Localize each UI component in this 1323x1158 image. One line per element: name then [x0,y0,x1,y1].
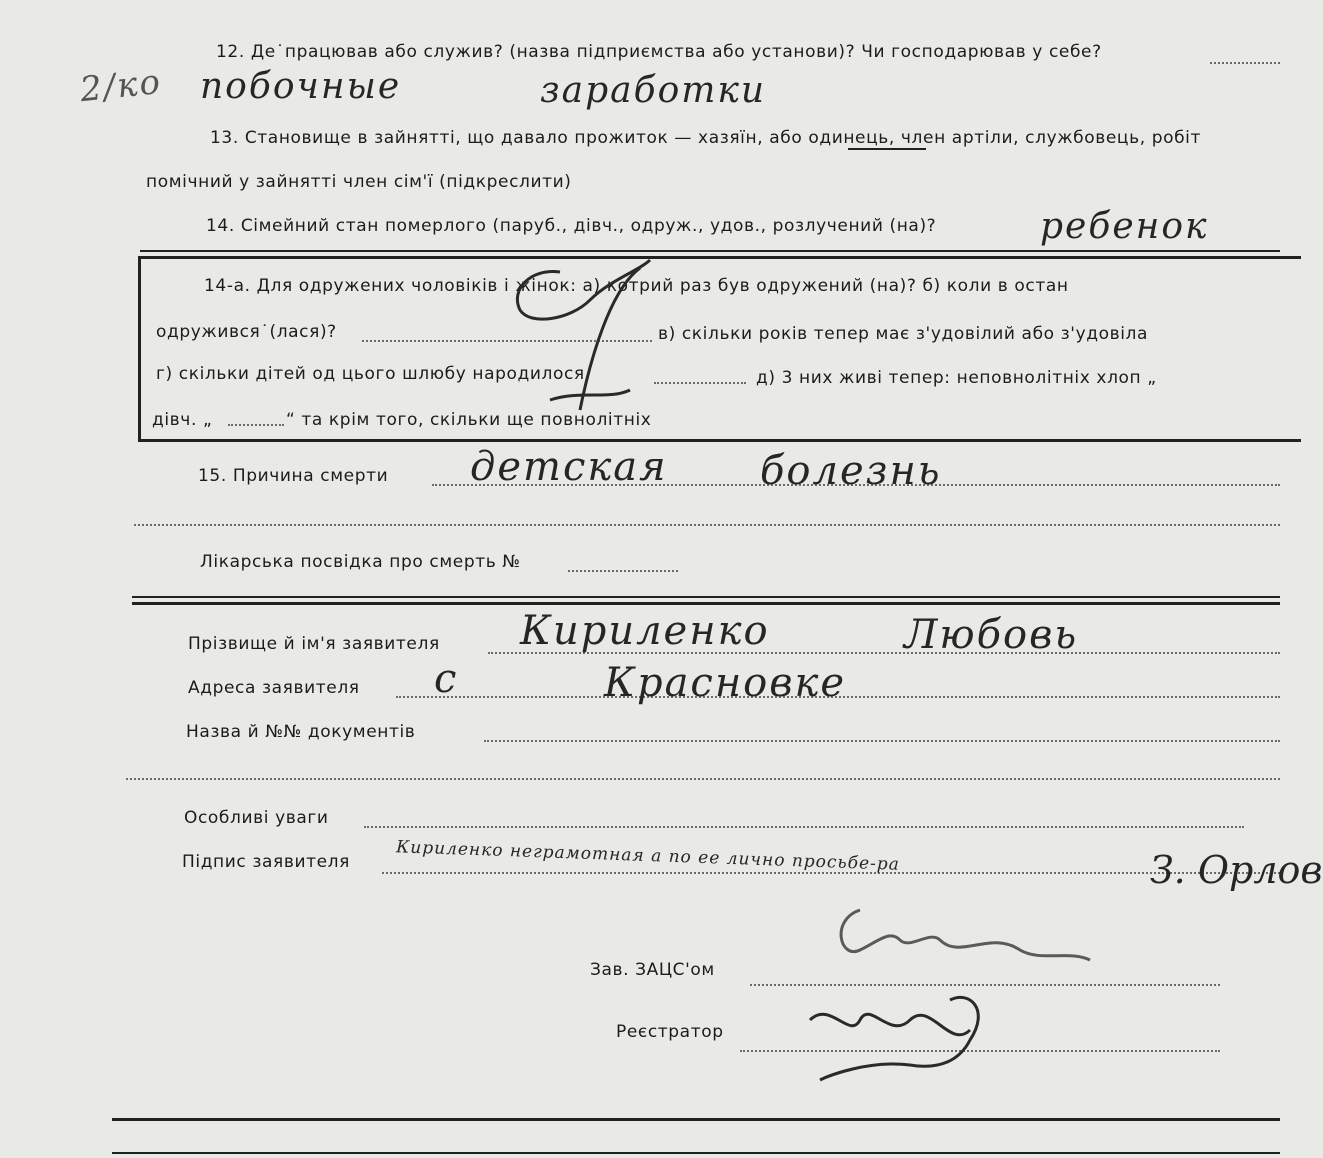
documents-line [484,740,1280,742]
q15-answer-2: болезнь [760,448,942,494]
remarks-line [364,826,1244,828]
section-divider-top [132,596,1280,598]
q12-answer: побочные [200,66,402,107]
remarks-label: Особливі уваги [184,808,329,828]
q12-label: 12. Де˙працював або служив? (назва підприємства або установи)? Чи господарював у себе? [216,42,1102,62]
q14a-top-double-rule [140,250,1280,252]
q14a-living-label: д) 3 них живі тепер: неповнолітніх хлоп „ [756,368,1157,388]
q14-answer: ребенок [1040,206,1209,247]
q14a-girls-label: дівч. „ [152,410,213,430]
q14a-adults-label: “ та крім того, скільки ще повнолітніх [286,410,652,430]
q14-label: 14. Сімейний стан померлого (паруб., дівч., одруж., удов., розлучений (на)? [206,216,937,236]
q14a-label: 14-а. Для одружених чоловіків і жінок: а) котрий раз був одружений (на)? б) коли в остан [204,276,1069,296]
medical-cert-line [568,570,678,572]
registrar-signature-icon [790,980,1030,1090]
q12-answer-2: заработки [540,70,767,111]
section-divider-bottom [132,602,1280,605]
q13-label-cont: помічний у зайнятті член сім'ї (підкреслити) [146,172,572,192]
applicant-signature-2: З. Орлов [1150,848,1323,892]
applicant-name-2: Любовь [904,612,1079,658]
q15-label: 15. Причина смерти [198,466,389,486]
documents-line-2 [126,778,1280,780]
q14a-children-label: г) скільки дітей од цього шлюбу народилося [156,364,585,384]
strike-mark-icon [490,250,690,440]
q14a-widowed-label: в) скільки років тепер має з'удовілий або з'удовіла [658,324,1149,344]
applicant-address-2: Красновке [604,660,847,706]
medical-cert-label: Лікарська посвідка про смерть № [200,552,521,572]
bottom-rule-2 [112,1152,1280,1154]
q12-answer-line [1210,62,1280,64]
margin-note: 2/ко [78,61,164,111]
q15-line-2 [134,524,1280,526]
q15-answer: детская [470,444,668,490]
documents-label: Назва й №№ документів [186,722,416,742]
q13-label: 13. Становище в зайнятті, що давало прожиток — хазяїн, або одинець, член артіли, службовець, робіт [210,128,1202,148]
applicant-address-label: Адреса заявителя [188,678,360,698]
head-label: Зав. ЗАЦС'ом [590,960,715,980]
q13-underline [848,148,926,150]
head-signature-icon [820,890,1120,990]
applicant-signature: Кириленко неграмотная а по ее лично просьбе-ра [395,837,901,875]
applicant-name: Кириленко [520,608,770,654]
applicant-address: с [434,656,459,702]
applicant-name-label: Прізвище й ім'я заявителя [188,634,440,654]
q14a-girls-line [228,424,284,426]
q14a-married-label: одружився˙(лася)? [156,322,337,342]
bottom-rule [112,1118,1280,1121]
registrar-label: Реєстратор [616,1022,724,1042]
signature-label: Підпис заявителя [182,852,350,872]
